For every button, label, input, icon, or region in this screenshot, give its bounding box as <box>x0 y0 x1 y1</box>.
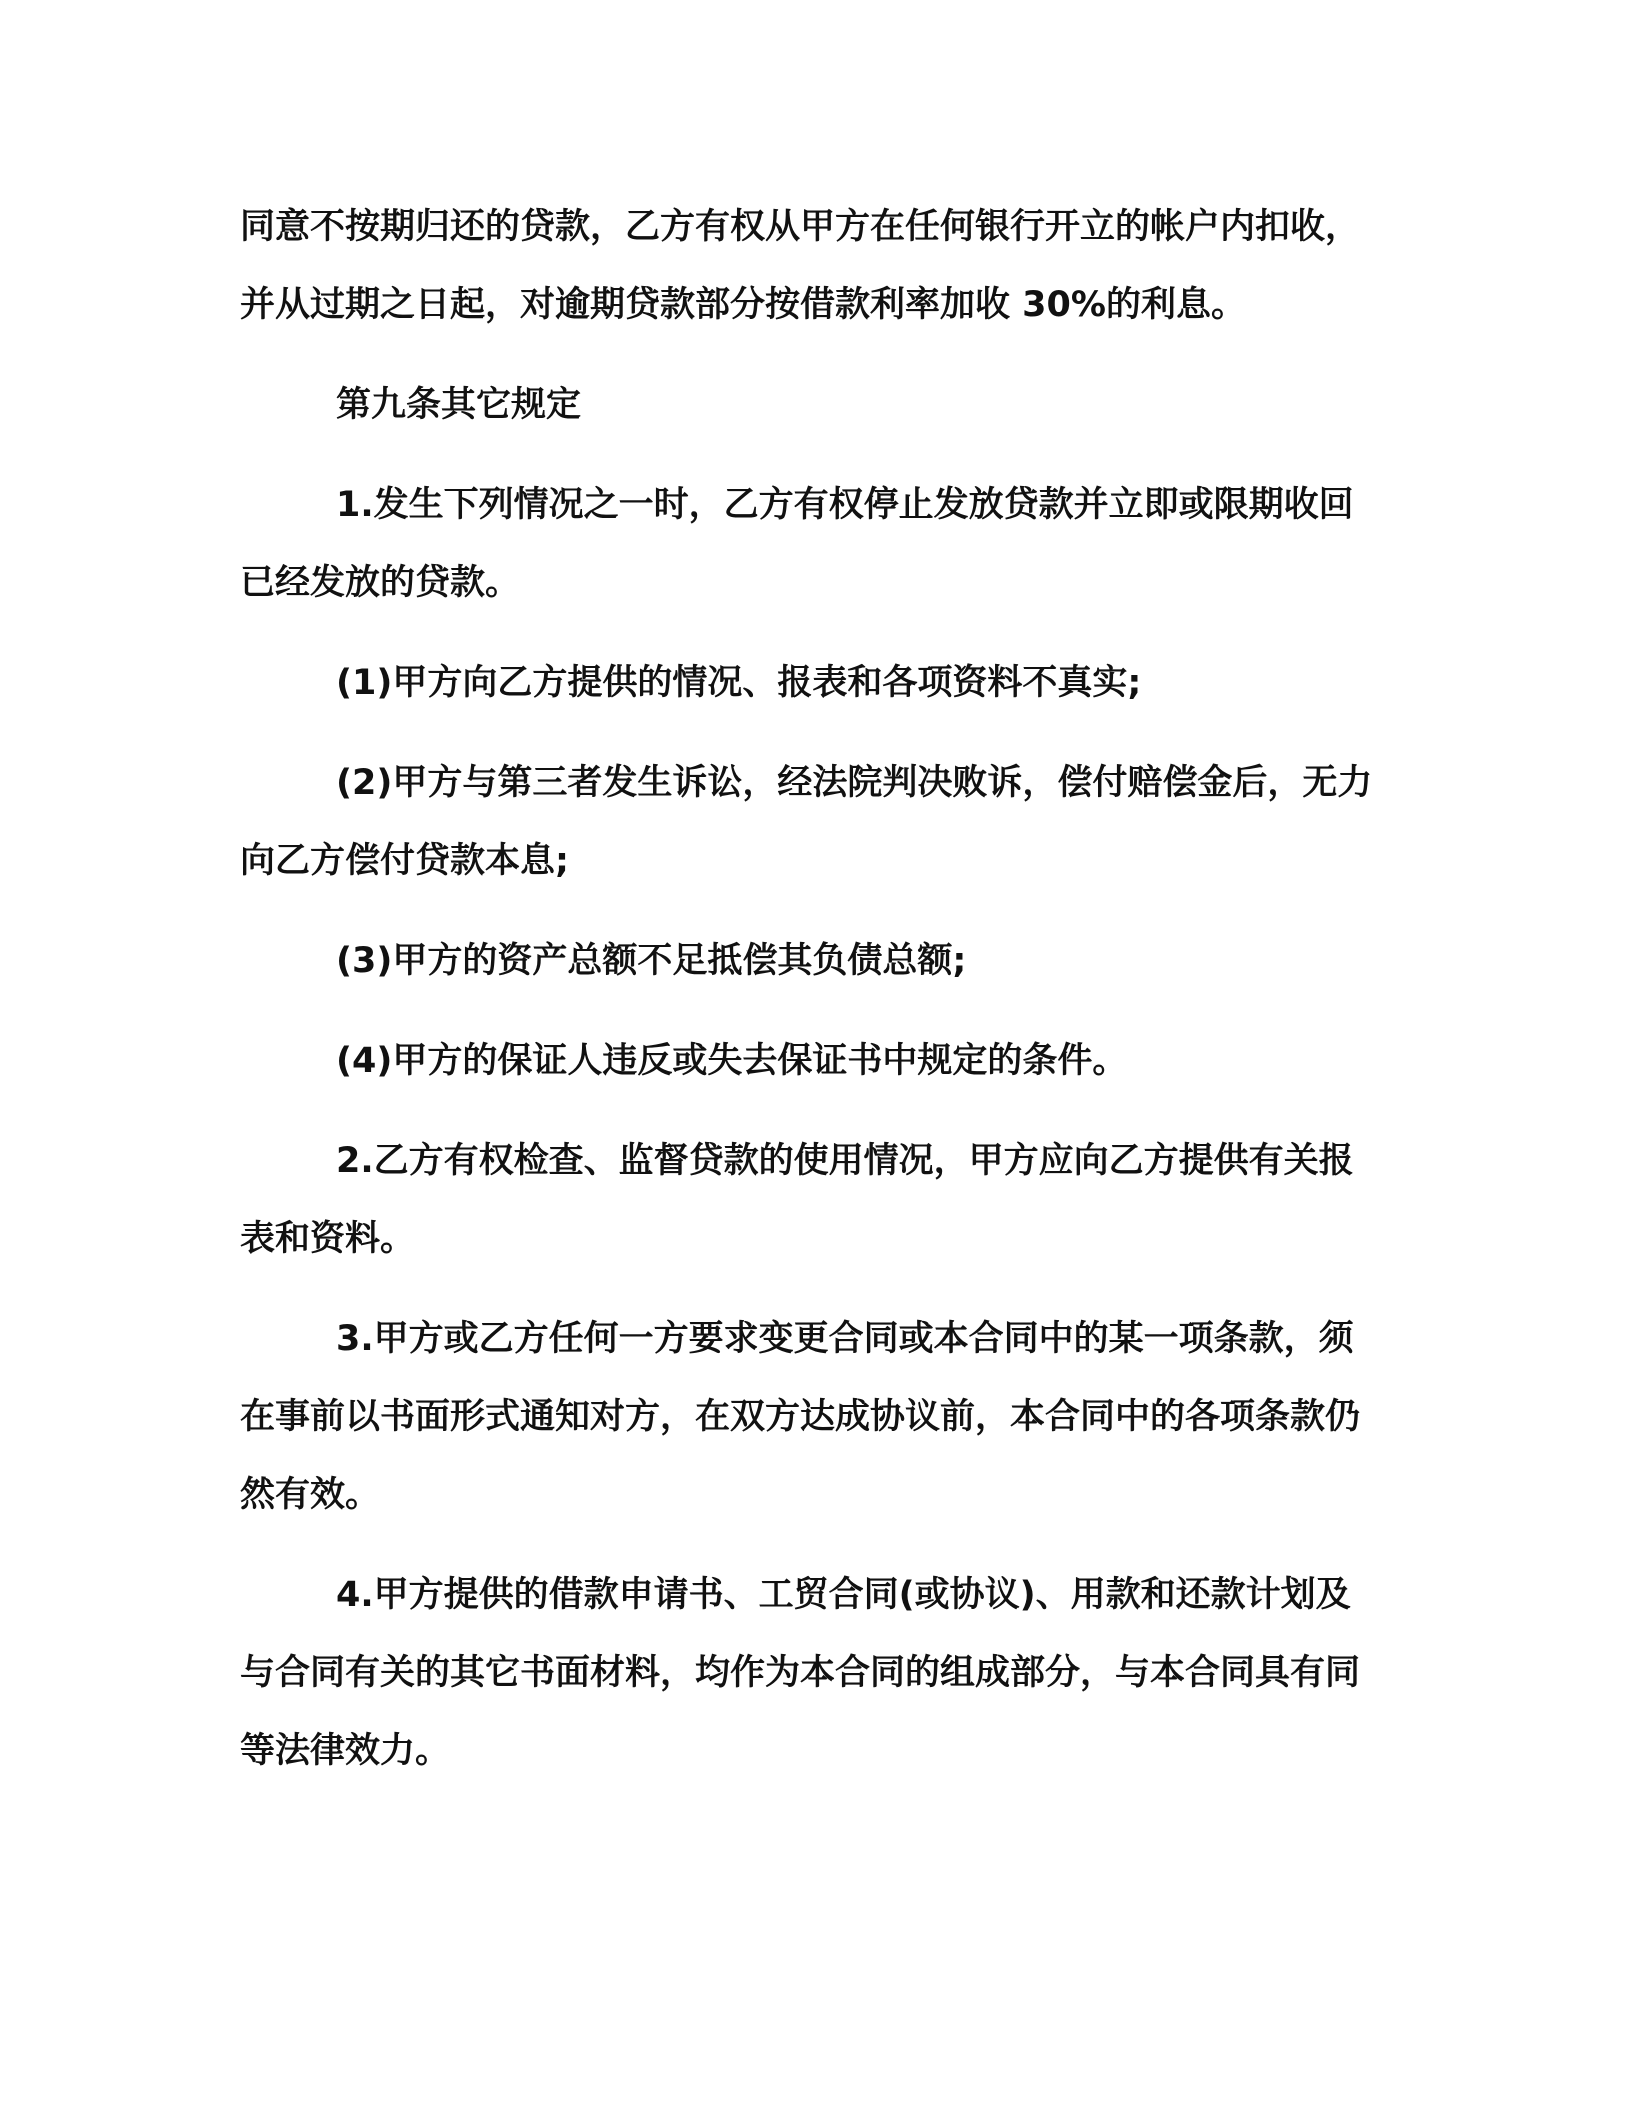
paragraph-clause-1-item-1: (1)甲方向乙方提供的情况、报表和各项资料不真实; <box>336 663 1142 703</box>
paragraph-clause-1-item-2: (2)甲方与第三者发生诉讼，经法院判决败诉，偿付赔偿金后，无力向乙方偿付贷款本息; <box>240 763 1373 881</box>
paragraph-overdue-interest: 同意不按期归还的贷款，乙方有权从甲方在任何银行开立的帐户内扣收，并从过期之日起，对逾期贷款部分按借款利率加收 30%的利息。 <box>240 207 1361 325</box>
paragraph-clause-2: 2.乙方有权检查、监督贷款的使用情况，甲方应向乙方提供有关报表和资料。 <box>240 1141 1354 1259</box>
paragraph-clause-1: 1.发生下列情况之一时，乙方有权停止发放贷款并立即或限期收回已经发放的贷款。 <box>240 485 1354 603</box>
section-heading-article-9: 第九条其它规定 <box>336 385 582 425</box>
paragraph-clause-4: 4.甲方提供的借款申请书、工贸合同(或协议)、用款和还款计划及与合同有关的其它书面材料，均作为本合同的组成部分，与本合同具有同等法律效力。 <box>240 1575 1361 1771</box>
document-body <box>240 188 1380 1812</box>
paragraph-clause-3: 3.甲方或乙方任何一方要求变更合同或本合同中的某一项条款，须在事前以书面形式通知对方，在双方达成协议前，本合同中的各项条款仍然有效。 <box>240 1319 1361 1515</box>
paragraph-clause-1-item-4: (4)甲方的保证人违反或失去保证书中规定的条件。 <box>336 1041 1128 1081</box>
paragraph-clause-1-item-3: (3)甲方的资产总额不足抵偿其负债总额; <box>336 941 967 981</box>
